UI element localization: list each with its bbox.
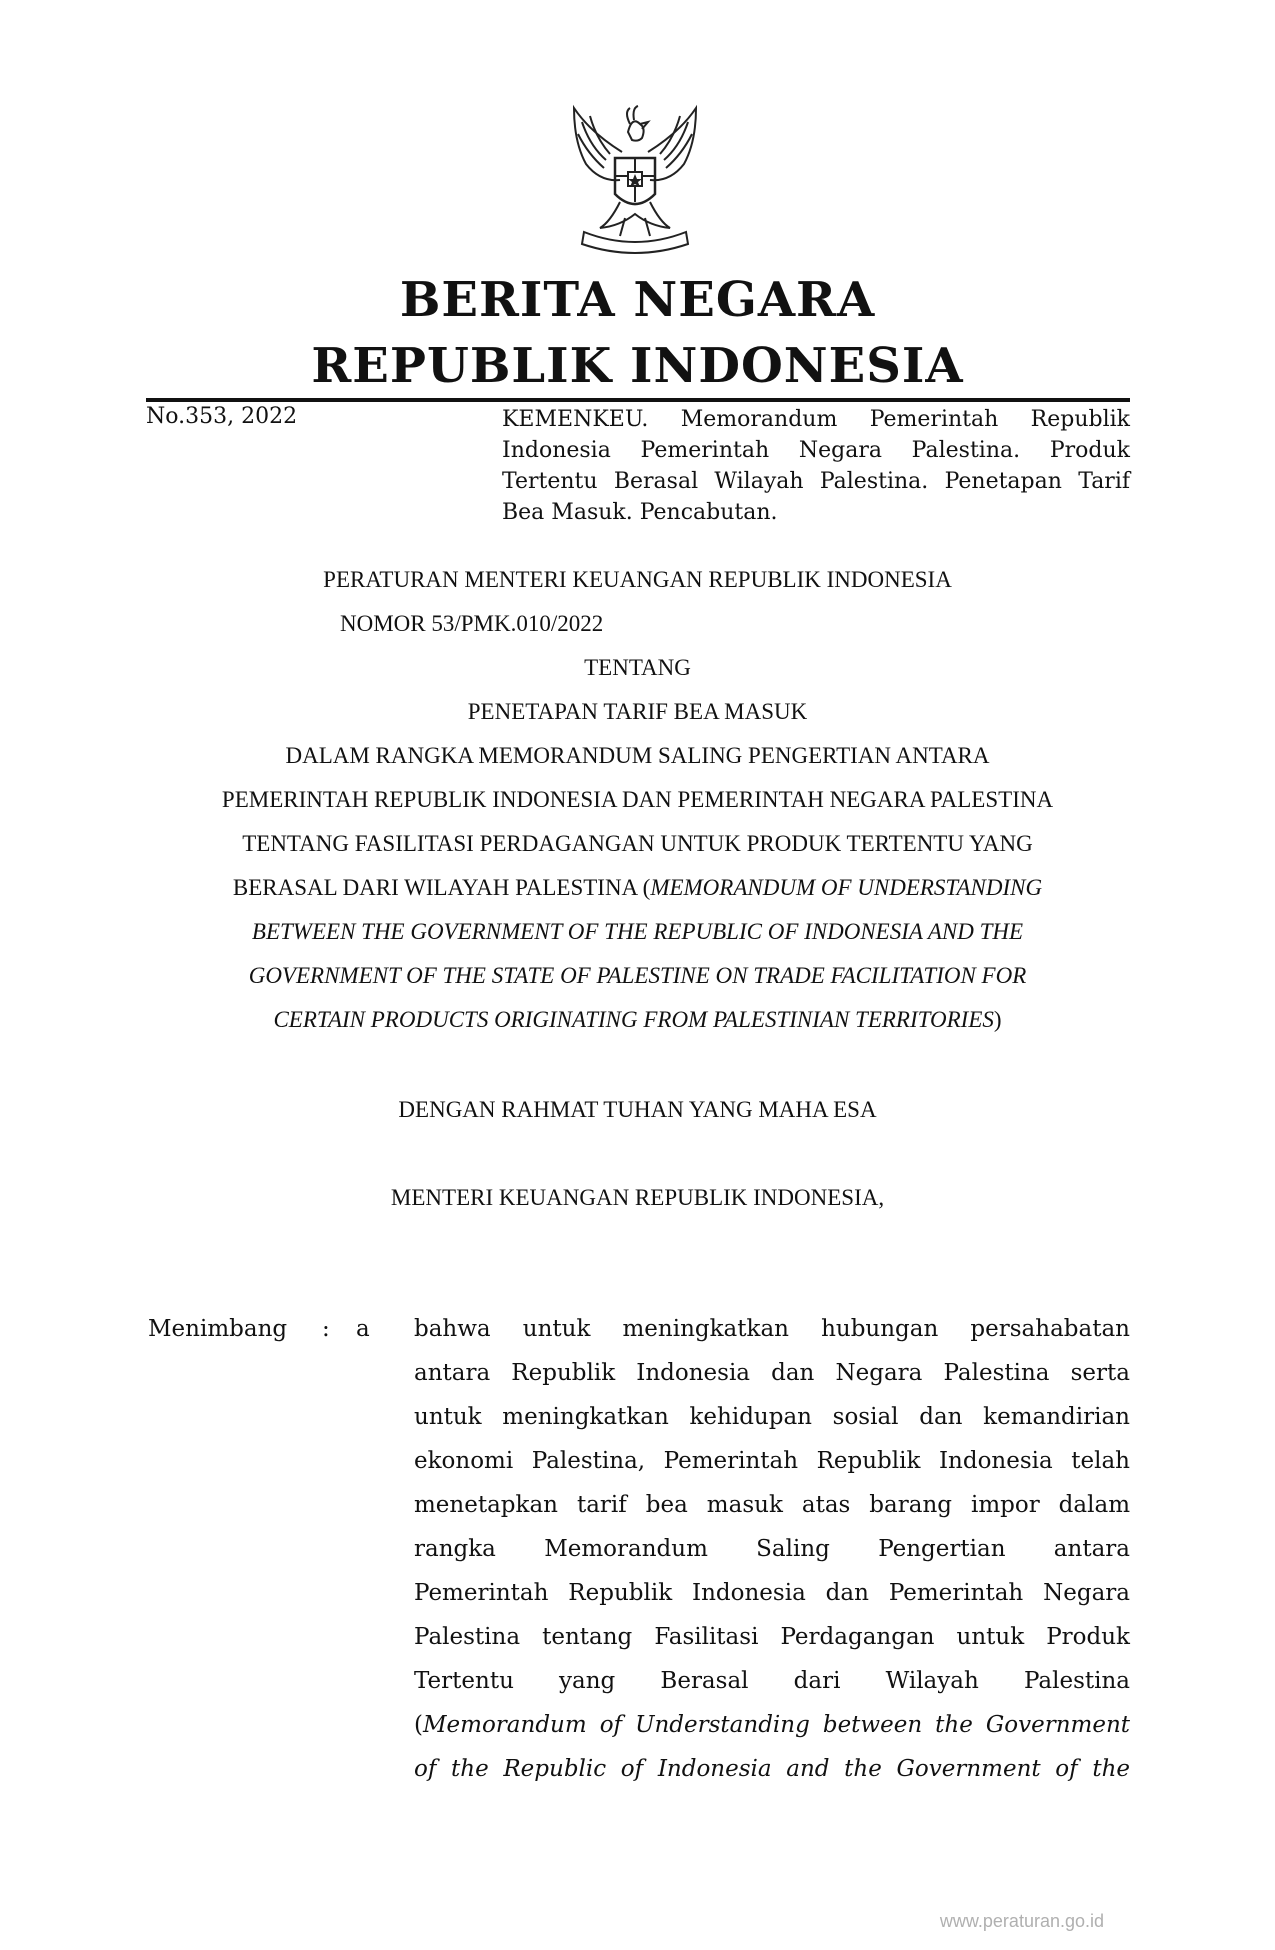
regulation-subject-line: PEMERINTAH REPUBLIK INDONESIA DAN PEMERINTAH NEGARA PALESTINA bbox=[221, 787, 1054, 812]
regulation-subject-line: PENETAPAN TARIF BEA MASUK bbox=[467, 699, 808, 724]
considering-line bbox=[414, 1712, 1130, 1738]
considering-line-italic: of the Republic of Indonesia and the Government of the bbox=[414, 1756, 1130, 1782]
considering-line: untuk meningkatkan kehidupan sosial dan kemandirian bbox=[414, 1404, 1130, 1430]
subject-line-text: ) bbox=[993, 1007, 1002, 1032]
considering-line-italic: Memorandum of Understanding between the Government bbox=[422, 1712, 1130, 1738]
regulation-number: NOMOR 53/PMK.010/2022 bbox=[340, 611, 604, 636]
considering-line: Palestina tentang Fasilitasi Perdagangan untuk Produk bbox=[414, 1624, 1130, 1650]
issue-number: No.353, 2022 bbox=[146, 404, 298, 429]
considering-line: ekonomi Palestina, Pemerintah Republik Indonesia telah bbox=[414, 1448, 1130, 1474]
considering-line: bahwa untuk meningkatkan hubungan persahabatan bbox=[414, 1316, 1130, 1342]
considering-label: Menimbang bbox=[148, 1316, 288, 1342]
regulation-subject-line: DALAM RANGKA MEMORANDUM SALING PENGERTIAN ANTARA bbox=[285, 743, 990, 768]
considering-line bbox=[414, 1756, 1130, 1782]
regulation-about: TENTANG bbox=[584, 655, 691, 680]
invocation: DENGAN RAHMAT TUHAN YANG MAHA ESA bbox=[398, 1097, 877, 1122]
considering-line: Tertentu yang Berasal dari Wilayah Palestina bbox=[414, 1668, 1130, 1694]
subject-line-italic: MEMORANDUM OF UNDERSTANDING bbox=[650, 875, 1043, 900]
considering-colon: : bbox=[322, 1316, 330, 1342]
subject-line-italic: GOVERNMENT OF THE STATE OF PALESTINE ON TRADE FACILITATION FOR bbox=[248, 963, 1027, 988]
masthead-subtitle: REPUBLIK INDONESIA bbox=[311, 338, 964, 394]
garuda-emblem-icon bbox=[560, 102, 710, 264]
masthead-divider bbox=[146, 398, 1130, 402]
considering-line: rangka Memorandum Saling Pengertian antara bbox=[414, 1536, 1130, 1562]
subject-line-text: BERASAL DARI WILAYAH PALESTINA ( bbox=[232, 875, 651, 900]
regulation-subject-line bbox=[0, 919, 1275, 945]
considering-item-letter: a bbox=[356, 1316, 370, 1342]
considering-line-text: ( bbox=[414, 1712, 423, 1738]
footer-website: www.peraturan.go.id bbox=[939, 1911, 1104, 1931]
considering-line: menetapkan tarif bea masuk atas barang impor dalam bbox=[414, 1492, 1130, 1518]
masthead-title: BERITA NEGARA bbox=[399, 272, 876, 328]
minister-title: MENTERI KEUANGAN REPUBLIK INDONESIA, bbox=[390, 1185, 885, 1210]
considering-line: Pemerintah Republik Indonesia dan Pemerintah Negara bbox=[414, 1580, 1130, 1606]
regulation-subject-line bbox=[0, 1007, 1275, 1033]
issue-subject: KEMENKEU. Memorandum Pemerintah Republik Indonesia Pemerintah Negara Palestina. Produk Tertentu Berasal Wilayah Palestina. Penetapan Tarif Bea Masuk. Pencabutan. bbox=[502, 407, 1130, 525]
regulation-subject-line: TENTANG FASILITASI PERDAGANGAN UNTUK PRODUK TERTENTU YANG bbox=[242, 831, 1033, 856]
regulation-subject-line bbox=[0, 875, 1275, 901]
subject-line-italic: BETWEEN THE GOVERNMENT OF THE REPUBLIC OF INDONESIA AND THE bbox=[251, 919, 1024, 944]
subject-line-italic: CERTAIN PRODUCTS ORIGINATING FROM PALESTINIAN TERRITORIES bbox=[273, 1007, 994, 1032]
regulation-subject-line bbox=[0, 963, 1275, 989]
regulation-title: PERATURAN MENTERI KEUANGAN REPUBLIK INDONESIA bbox=[323, 567, 952, 592]
considering-line: antara Republik Indonesia dan Negara Palestina serta bbox=[414, 1360, 1130, 1386]
